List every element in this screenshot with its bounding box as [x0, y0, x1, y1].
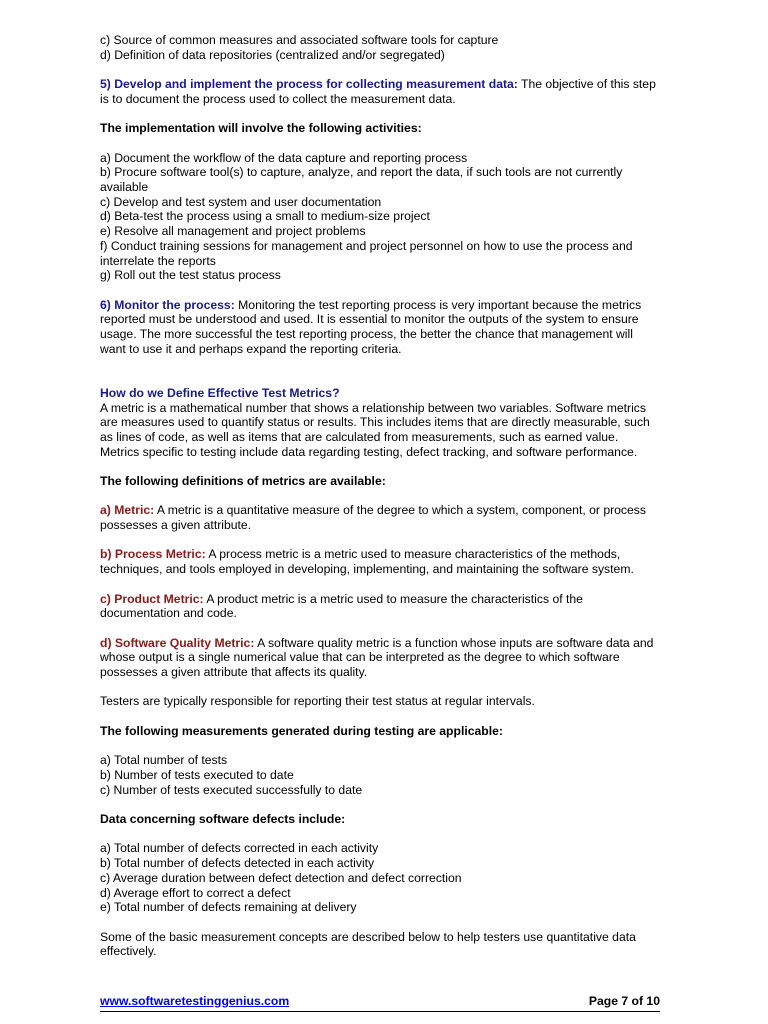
list-item: c) Number of tests executed successfully to date	[100, 782, 363, 797]
definition-term: a) Metric:	[100, 503, 155, 518]
definition-item	[100, 592, 660, 621]
definition-term: c) Product Metric:	[100, 591, 204, 606]
closing-paragraph: Some of the basic measurement concepts are described below to help testers use quantitative data effectively.	[100, 929, 636, 959]
defects-heading: Data concerning software defects include:	[100, 812, 346, 827]
measurements-heading: The following measurements generated during testing are applicable:	[100, 723, 503, 738]
list-item: b) Total number of defects detected in each activity	[100, 856, 375, 871]
step6-heading: 6) Monitor the process:	[100, 297, 235, 312]
testers-paragraph: Testers are typically responsible for reporting their test status at regular intervals.	[100, 694, 535, 709]
list-item: c) Develop and test system and user documentation	[100, 194, 382, 209]
definition-term: d) Software Quality Metric:	[100, 635, 255, 650]
list-item: g) Roll out the test status process	[100, 268, 281, 283]
step5-paragraph	[100, 77, 660, 106]
list-item: d) Beta-test the process using a small to medium-size project	[100, 209, 430, 224]
page-content	[100, 33, 660, 959]
definition-text: A product metric is a metric used to measure the characteristics of the documentation and code.	[100, 591, 583, 621]
step6-paragraph	[100, 298, 660, 357]
website-link[interactable]: www.softwaretestinggenius.com	[100, 994, 290, 1008]
list-item: c) Source of common measures and associated software tools for capture	[100, 33, 499, 47]
list-item: d) Definition of data repositories (centralized and/or segregated)	[100, 47, 445, 62]
list-item: b) Number of tests executed to date	[100, 767, 294, 782]
page-footer	[100, 994, 660, 1010]
list-item: e) Total number of defects remaining at delivery	[100, 900, 357, 915]
definition-text: A process metric is a metric used to measure characteristics of the methods, techniques, and tools employed in developing, implementing, and maintaining the software system.	[100, 547, 634, 577]
definition-item	[100, 503, 660, 532]
implementation-heading: The implementation will involve the following activities:	[100, 121, 422, 136]
section-intro: A metric is a mathematical number that shows a relationship between two variables. Software metrics are measures used to quantify status or results. This includes items that are directly measurable, such as lines of code, as well as items that are calculated from measurements, such as earned value. Metrics specific to testing include data regarding testing, defect tracking, and software performance.	[100, 400, 650, 459]
footer-divider	[100, 1011, 660, 1012]
list-item: b) Procure software tool(s) to capture, analyze, and report the data, if such tools are not currently available	[100, 165, 623, 194]
list-item: d) Average effort to correct a defect	[100, 885, 291, 900]
step5-heading: 5) Develop and implement the process for collecting measurement data:	[100, 77, 518, 92]
section-title: How do we Define Effective Test Metrics?	[100, 385, 340, 400]
list-item: e) Resolve all management and project problems	[100, 224, 366, 239]
step5-text: The objective of this step is to document the process used to collect the measurement data.	[100, 77, 656, 106]
list-item: f) Conduct training sessions for management and project personnel on how to use the process and interrelate the reports	[100, 238, 633, 268]
step6-text: Monitoring the test reporting process is very important because the metrics reported must be understood and used. It is essential to monitor the outputs of the system to ensure usage. The more successful the test reporting process, the better the chance that management will want to use it and perhaps expand the reporting criteria.	[100, 297, 642, 356]
list-item: c) Average duration between defect detection and defect correction	[100, 870, 462, 885]
definition-term: b) Process Metric:	[100, 547, 206, 562]
definition-item	[100, 636, 660, 680]
list-item: a) Document the workflow of the data capture and reporting process	[100, 150, 468, 165]
definition-text: A metric is a quantitative measure of the degree to which a system, component, or process possesses a given attribute.	[100, 503, 646, 533]
list-item: a) Total number of defects corrected in each activity	[100, 841, 379, 856]
page-number: Page 7 of 10	[588, 994, 660, 1008]
definition-item	[100, 547, 660, 576]
definitions-heading: The following definitions of metrics are available:	[100, 474, 386, 488]
list-item: a) Total number of tests	[100, 753, 228, 768]
definition-text: A software quality metric is a function whose inputs are software data and whose output is a single numerical value that can be interpreted as the degree to which software possesses a given attribute that affects its quality.	[100, 635, 654, 680]
